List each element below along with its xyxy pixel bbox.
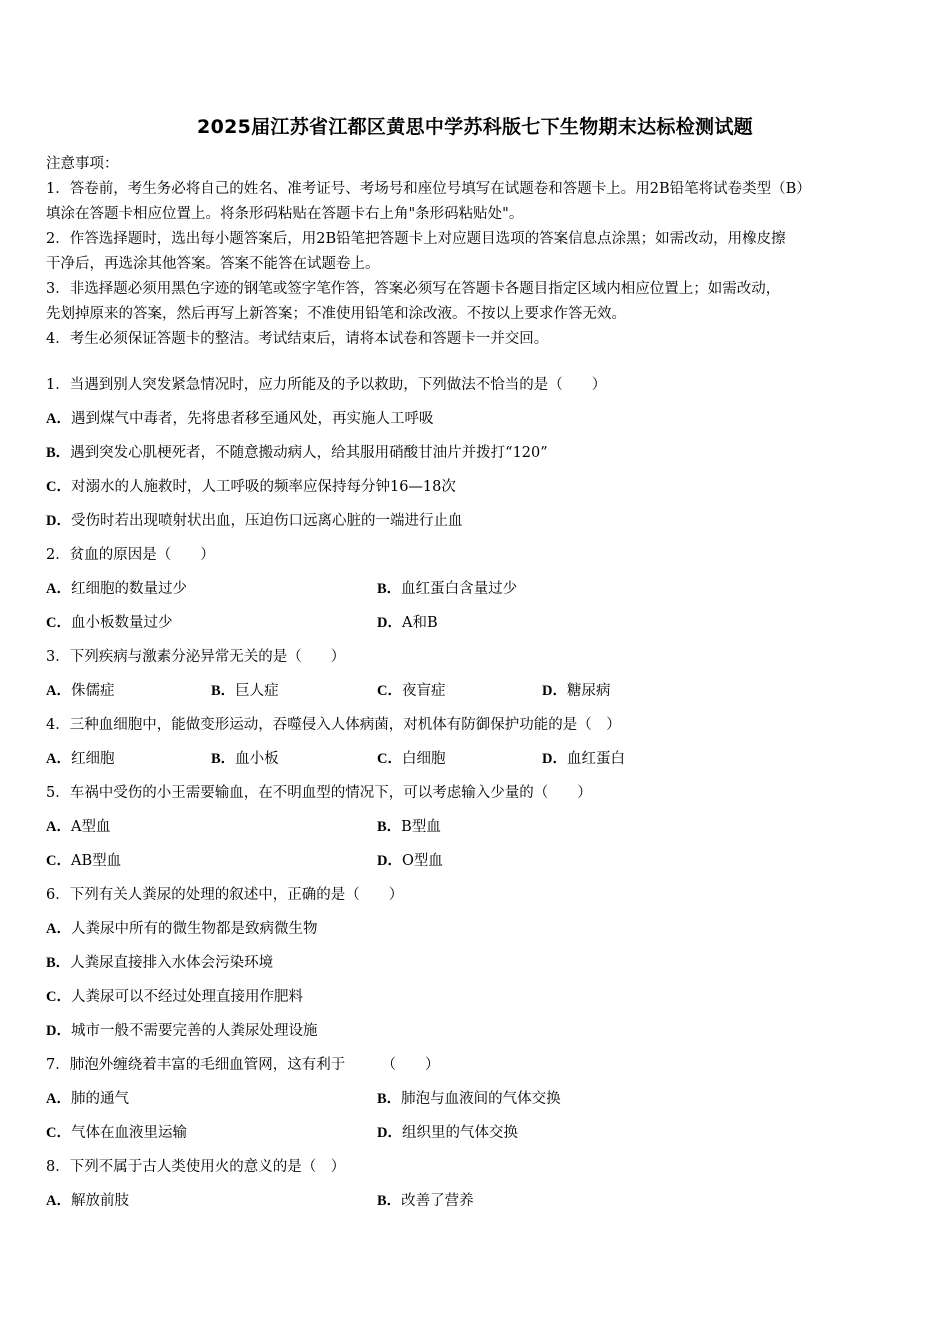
option-text: B型血 [401, 819, 441, 835]
question-5-option-d [377, 848, 443, 874]
option-label: C． [46, 479, 71, 495]
question-1-option-a [46, 406, 906, 440]
question-1-option-c [46, 474, 906, 508]
option-label: A． [46, 1193, 71, 1209]
question-stem-4: 4．三种血细胞中，能做变形运动，吞噬侵入人体病菌，对机体有防御保护功能的是（ ） [46, 717, 621, 733]
option-label: B． [377, 1193, 402, 1209]
option-text: 血小板数量过少 [70, 615, 173, 631]
option-text: 解放前肢 [70, 1193, 129, 1209]
question-stem-1: 1．当遇到别人突发紧急情况时，应力所能及的予以救助，下列做法不恰当的是（ ） [46, 377, 607, 393]
option-text: 夜盲症 [401, 683, 446, 699]
option-text: 血红蛋白含量过少 [401, 581, 518, 597]
option-text: AB型血 [70, 853, 122, 869]
option-label: D． [377, 853, 402, 869]
notice-line: 1．答卷前，考生务必将自己的姓名、准考证号、考场号和座位号填写在试题卷和答题卡上。用2B铅笔将试卷类型（B） [46, 181, 811, 197]
option-label: C． [46, 989, 71, 1005]
option-text: 血小板 [235, 751, 279, 767]
question-7-option-c [46, 1120, 187, 1146]
question-8-options-row-1 [46, 1188, 906, 1222]
option-label: D． [542, 683, 567, 699]
option-label: A． [46, 581, 71, 597]
question-3-option-d [542, 678, 610, 704]
option-text: 受伤时若出现喷射状出血，压迫伤口远离心脏的一端进行止血 [70, 513, 463, 529]
option-label: B． [46, 445, 71, 461]
option-text: 城市一般不需要完善的人粪尿处理设施 [70, 1023, 318, 1039]
question-stem-7: 7．肺泡外缠绕着丰富的毛细血管网，这有利于 （ ） [46, 1057, 440, 1073]
option-label: D． [46, 513, 71, 529]
option-label: C． [377, 751, 402, 767]
question-1-option-d [46, 508, 906, 542]
option-label: B． [211, 683, 236, 699]
option-text: 红细胞的数量过少 [70, 581, 187, 597]
option-label: C． [46, 853, 71, 869]
question-4-option-d [542, 746, 625, 772]
option-label: D． [377, 615, 402, 631]
question-4-option-b [211, 746, 279, 772]
question-7-options-row-2 [46, 1120, 906, 1154]
question-stem-3: 3．下列疾病与激素分泌异常无关的是（ ） [46, 649, 346, 665]
question-8-option-b [377, 1188, 474, 1214]
question-4-option-c [377, 746, 445, 772]
option-text: 组织里的气体交换 [401, 1125, 518, 1141]
option-text: 遇到煤气中毒者，先将患者移至通风处，再实施人工呼吸 [70, 411, 434, 427]
question-stem-5: 5．车祸中受伤的小王需要输血，在不明血型的情况下，可以考虑输入少量的（ ） [46, 785, 592, 801]
question-5-option-b [377, 814, 441, 840]
question-stem-8: 8．下列不属于古人类使用火的意义的是（ ） [46, 1159, 346, 1175]
question-5-option-a [46, 814, 110, 840]
question-7-option-a [46, 1086, 129, 1112]
notice-line: 4．考生必须保证答题卡的整洁。考试结束后，请将本试卷和答题卡一并交回。 [46, 331, 549, 347]
option-text: 人粪尿可以不经过处理直接用作肥料 [70, 989, 303, 1005]
option-label: D． [46, 1023, 71, 1039]
question-2-option-c [46, 610, 172, 636]
question-6-option-b [46, 950, 906, 984]
option-text: 血红蛋白 [566, 751, 625, 767]
option-text: 红细胞 [70, 751, 115, 767]
question-1-option-b [46, 440, 906, 474]
option-text: 糖尿病 [566, 683, 611, 699]
option-label: D． [542, 751, 567, 767]
option-label: D． [377, 1125, 402, 1141]
question-6-option-a [46, 916, 906, 950]
question-3-option-c [377, 678, 445, 704]
option-label: B． [377, 1091, 402, 1107]
option-text: 巨人症 [235, 683, 279, 699]
question-5-options-row-1 [46, 814, 906, 848]
question-5-option-c [46, 848, 121, 874]
option-text: 遇到突发心肌梗死者，不随意搬动病人，给其服用硝酸甘油片并拨打“120” [70, 445, 548, 461]
question-6-option-d [46, 1018, 906, 1052]
question-2-options-row-1 [46, 576, 906, 610]
notice-line: 2．作答选择题时，选出每小题答案后，用2B铅笔把答题卡上对应题目选项的答案信息点涂黑；如需改动，用橡皮擦 [46, 231, 786, 247]
question-stem-6: 6．下列有关人粪尿的处理的叙述中，正确的是（ ） [46, 887, 404, 903]
question-8-option-a [46, 1188, 129, 1214]
option-label: B． [211, 751, 236, 767]
question-2-option-d [377, 610, 438, 636]
notice-section [46, 152, 906, 352]
option-label: B． [377, 819, 402, 835]
option-label: C． [377, 683, 402, 699]
question-7-option-b [377, 1086, 561, 1112]
option-text: 人粪尿直接排入水体会污染环境 [70, 955, 274, 971]
option-text: O型血 [401, 853, 443, 869]
option-label: A． [46, 683, 71, 699]
notice-line: 先划掉原来的答案，然后再写上新答案；不准使用铅笔和涂改液。不按以上要求作答无效。 [46, 306, 626, 322]
option-text: 侏儒症 [70, 683, 115, 699]
option-text: 白细胞 [401, 751, 446, 767]
question-stem-2: 2．贫血的原因是（ ） [46, 547, 215, 563]
option-label: B． [377, 581, 402, 597]
option-label: A． [46, 751, 71, 767]
option-text: 对溺水的人施救时，人工呼吸的频率应保持每分钟16—18次 [70, 479, 456, 495]
option-label: A． [46, 921, 71, 937]
option-label: C． [46, 615, 71, 631]
option-label: A． [46, 819, 71, 835]
option-label: C． [46, 1125, 71, 1141]
option-text: 改善了营养 [401, 1193, 474, 1209]
option-label: B． [46, 955, 71, 971]
notice-line: 3．非选择题必须用黑色字迹的钢笔或签字笔作答，答案必须写在答题卡各题目指定区域内相应位置上；如需改动， [46, 281, 781, 297]
question-3-option-a [46, 678, 114, 704]
option-text: 人粪尿中所有的微生物都是致病微生物 [70, 921, 318, 937]
option-label: A． [46, 1091, 71, 1107]
question-list [46, 372, 906, 1222]
question-6-option-c [46, 984, 906, 1018]
option-label: A． [46, 411, 71, 427]
page-title: 2025届江苏省江都区黄思中学苏科版七下生物期末达标检测试题 [197, 116, 753, 138]
question-5-options-row-2 [46, 848, 906, 882]
question-7-options-row-1 [46, 1086, 906, 1120]
question-3-option-b [211, 678, 279, 704]
option-text: 肺的通气 [70, 1091, 129, 1107]
question-4-option-a [46, 746, 114, 772]
notice-line: 干净后，再选涂其他答案。答案不能答在试题卷上。 [46, 256, 380, 272]
notice-heading: 注意事项： [46, 156, 119, 172]
notice-line: 填涂在答题卡相应位置上。将条形码粘贴在答题卡右上角"条形码粘贴处"。 [46, 206, 524, 222]
option-text: A和B [401, 615, 438, 631]
option-text: A型血 [70, 819, 111, 835]
option-text: 肺泡与血液间的气体交换 [401, 1091, 561, 1107]
question-3-options-row [46, 678, 906, 712]
question-7-option-d [377, 1120, 518, 1146]
question-2-options-row-2 [46, 610, 906, 644]
question-4-options-row [46, 746, 906, 780]
option-text: 气体在血液里运输 [70, 1125, 187, 1141]
question-2-option-a [46, 576, 187, 602]
question-2-option-b [377, 576, 517, 602]
